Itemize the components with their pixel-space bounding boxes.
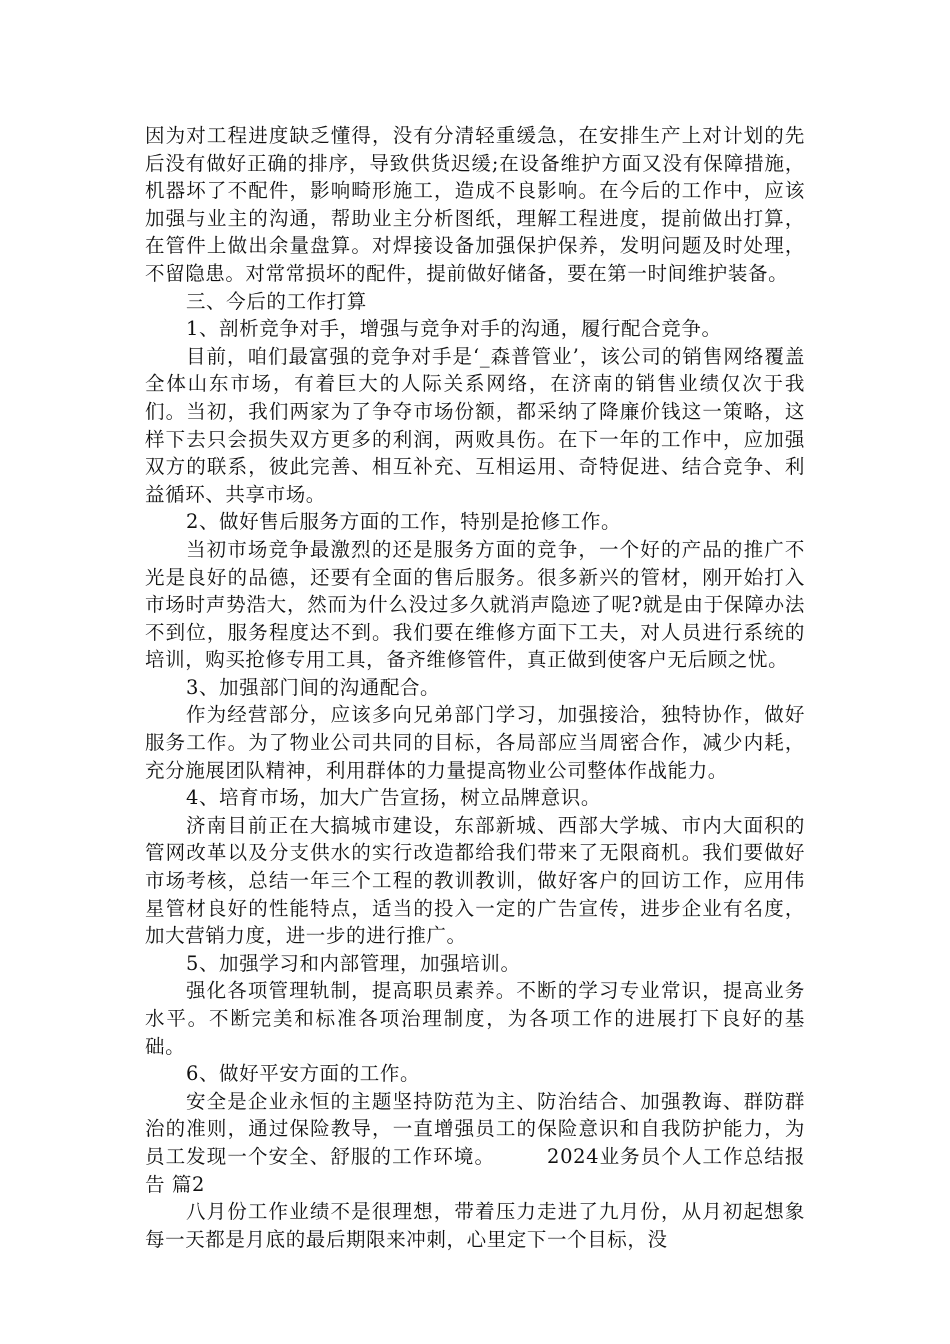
paragraph-body: 安全是企业永恒的主题坚持防范为主、防治结合、加强教诲、群防群治的准则，通过保险教导，一直增强员工的保险意识和自我防护能力，为员工发现一个安全、舒服的工作环境。 2024业务员个人工作总结报告 篇2	[145, 1089, 805, 1196]
paragraph-body: 济南目前正在大搞城市建设，东部新城、西部大学城、市内大面积的管网改革以及分支供水的实行改造都给我们带来了无限商机。我们要做好市场考核，总结一年三个工程的教训教训，做好客户的回访工作，应用伟星管材良好的性能特点，适当的投入一定的广告宣传，进步企业有名度，加大营销力度，进一步的进行推广。	[145, 813, 805, 948]
paragraph-body: 强化各项管理轨制，提高职员素养。不断的学习专业常识，提高业务水平。不断完美和标准各项治理制度，为各项工作的进展打下良好的基础。	[145, 979, 805, 1058]
paragraph-body: 八月份工作业绩不是很理想，带着压力走进了九月份，从月初起想象每一天都是月底的最后期限来冲刺，心里定下一个目标，没	[145, 1200, 805, 1251]
paragraph-body: 目前，咱们最富强的竞争对手是‘_森普管业’，该公司的销售网络覆盖全体山东市场，有着巨大的人际关系网络，在济南的销售业绩仅次于我们。当初，我们两家为了争夺市场份额，都采纳了降廉价钱这一策略，这样下去只会损失双方更多的利润，两败具伤。在下一年的工作中，应加强双方的联系，彼此完善、相互补充、互相运用、奇特促进、结合竞争、利益循环、共享市场。	[145, 344, 805, 506]
item-heading: 3、加强部门间的沟通配合。	[185, 675, 441, 699]
item-heading: 6、做好平安方面的工作。	[185, 1062, 421, 1086]
paragraph-body: 当初市场竞争最激烈的还是服务方面的竞争，一个好的产品的推广不光是良好的品德，还要有全面的售后服务。很多新兴的管材，刚开始打入市场时声势浩大，然而为什么没过多久就消声隐迹了呢?就是由于保障办法不到位，服务程度达不到。我们要在维修方面下工夫，对人员进行系统的培训，购买抢修专用工具，备齐维修管件，真正做到使客户无后顾之忧。	[145, 537, 805, 672]
item-heading: 5、加强学习和内部管理，加强培训。	[185, 951, 521, 975]
item-heading: 2、做好售后服务方面的工作，特别是抢修工作。	[185, 510, 622, 534]
paragraph-body: 因为对工程进度缺乏懂得，没有分清轻重缓急，在安排生产上对计划的先后没有做好正确的排序，导致供货迟缓;在设备维护方面又没有保障措施，机器坏了不配件，影响畸形施工，造成不良影响。在今后的工作中，应该加强与业主的沟通，帮助业主分析图纸，理解工程进度，提前做出打算，在管件上做出余量盘算。对焊接设备加强保护保养，发明问题及时处理，不留隐患。对常常损坏的配件，提前做好储备，要在第一时间维护装备。	[145, 124, 805, 285]
paragraph-body: 作为经营部分，应该多向兄弟部门学习，加强接洽，独特协作，做好服务工作。为了物业公司共同的目标，各局部应当周密合作，减少内耗，充分施展团队精神，利用群体的力量提高物业公司整体作战能力。	[145, 703, 805, 782]
item-heading: 4、培育市场，加大广告宣扬，树立品牌意识。	[185, 786, 601, 810]
document-page	[145, 122, 805, 1253]
item-heading: 1、剖析竞争对手，增强与竞争对手的沟通，履行配合竞争。	[185, 317, 722, 341]
section-heading: 三、今后的工作打算	[185, 289, 367, 313]
